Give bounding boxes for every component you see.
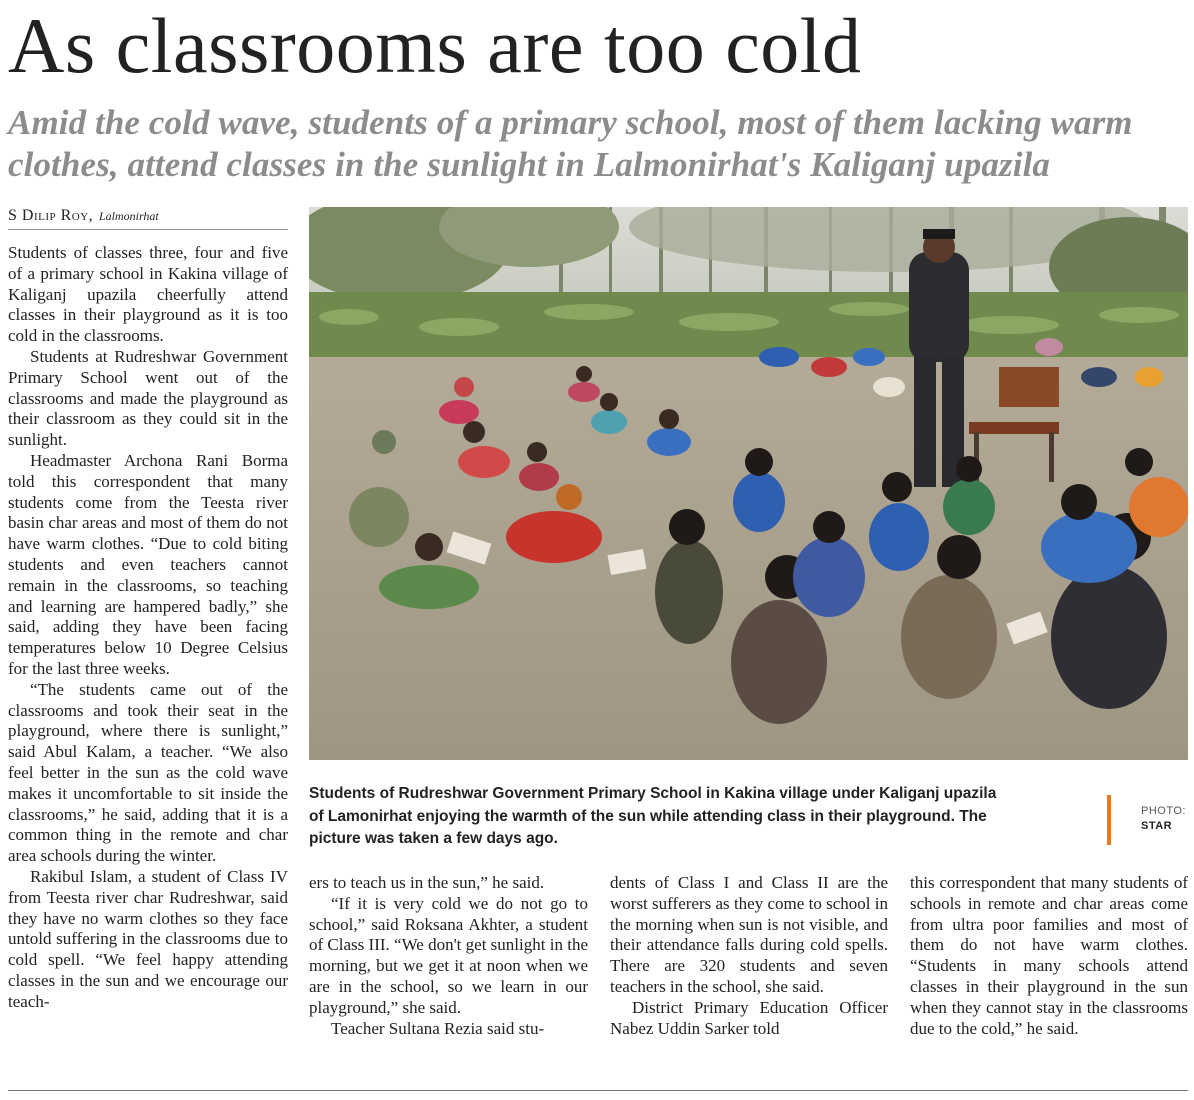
paragraph: Students at Rudreshwar Government Primary School went out of the classrooms and made the playground as their classroom as they could sit in the sunlight. [8,346,288,450]
photo-credit-accent [1107,795,1111,845]
photo-credit [1141,804,1186,834]
byline [8,207,159,225]
article-column-4 [910,873,1188,1039]
paragraph: Students of classes three, four and five of a primary school in Kakina village of Kaliganj upazila cheerfully attend classes in their playground as it is too cold in the classrooms. [8,243,288,346]
byline-divider [8,229,288,230]
article-column-2 [309,873,588,1039]
subheadline: Amid the cold wave, students of a primary school, most of them lacking warm clothes, attend classes in the sunlight in Lalmonirhat's Kaliganj upazila [8,103,1133,184]
photo-credit-label: PHOTO: [1141,805,1186,817]
page-bottom-rule [8,1090,1188,1091]
photo-credit-source: STAR [1141,820,1173,832]
paragraph: “The students came out of the classrooms and took their seat in the playground, where there is sunlight,” said Abul Kalam, a teacher. “We also feel better in the sun as the cold wave makes it uncomfortable to sit inside the classrooms,” he said, adding that it is a common thing in the remote and char area schools during the winter. [8,679,288,866]
article-column-1 [8,243,288,1012]
paragraph: ers to teach us in the sun,” he said. [309,873,545,892]
paragraph: Rakibul Islam, a student of Class IV from Teesta river char Rudreshwar, said they have no warm clothes so they face untold suffering in the classrooms due to cold spell. “We feel happy attending classes in the sun and we encourage our teach- [8,866,288,1011]
photo-caption: Students of Rudreshwar Government Primary School in Kakina village under Kaliganj upazila of Lamonirhat enjoying the warmth of the sun while attending class in their playground. The picture was taken a few days ago. [309,785,997,847]
byline-location: Lalmonirhat [98,209,159,223]
paragraph: dents of Class I and Class II are the worst sufferers as they come to school in the morning when sun is not visible, and their attendance falls during cold spells. There are 320 students and seven teachers in the school, she said. [610,873,888,996]
byline-author: S Dilip Roy, [8,207,94,224]
paragraph: Teacher Sultana Rezia said stu- [331,1018,545,1038]
paragraph: this correspondent that many students of schools in remote and char areas come from ultra poor families and most of them do not have warm clothes. “Students in many schools attend classes in their playground in the sun when they cannot stay in the classrooms due to the cold,” he said. [910,873,1188,1038]
paragraph: District Primary Education Officer Nabez Uddin Sarker told [610,997,888,1038]
article-column-3 [610,873,888,1039]
headline: As classrooms are too cold [8,2,862,89]
paragraph: “If it is very cold we do not go to school,” said Roksana Akhter, a student of Class III. “We don't get sunlight in the morning, but we get it at noon when we are in the school, so we learn in our playground,” she said. [309,893,588,1017]
photo-illustration [309,207,1188,760]
paragraph: Headmaster Archona Rani Borma told this correspondent that many students come from the Teesta river basin char areas and most of them do not have warm clothes. “Due to cold biting students and even teachers cannot remain in the classrooms, so teaching and learning are hampered badly,” she said, adding they have been facing temperatures below 10 Degree Celsius for the last three weeks. [8,450,288,678]
article-photo [309,207,1188,760]
